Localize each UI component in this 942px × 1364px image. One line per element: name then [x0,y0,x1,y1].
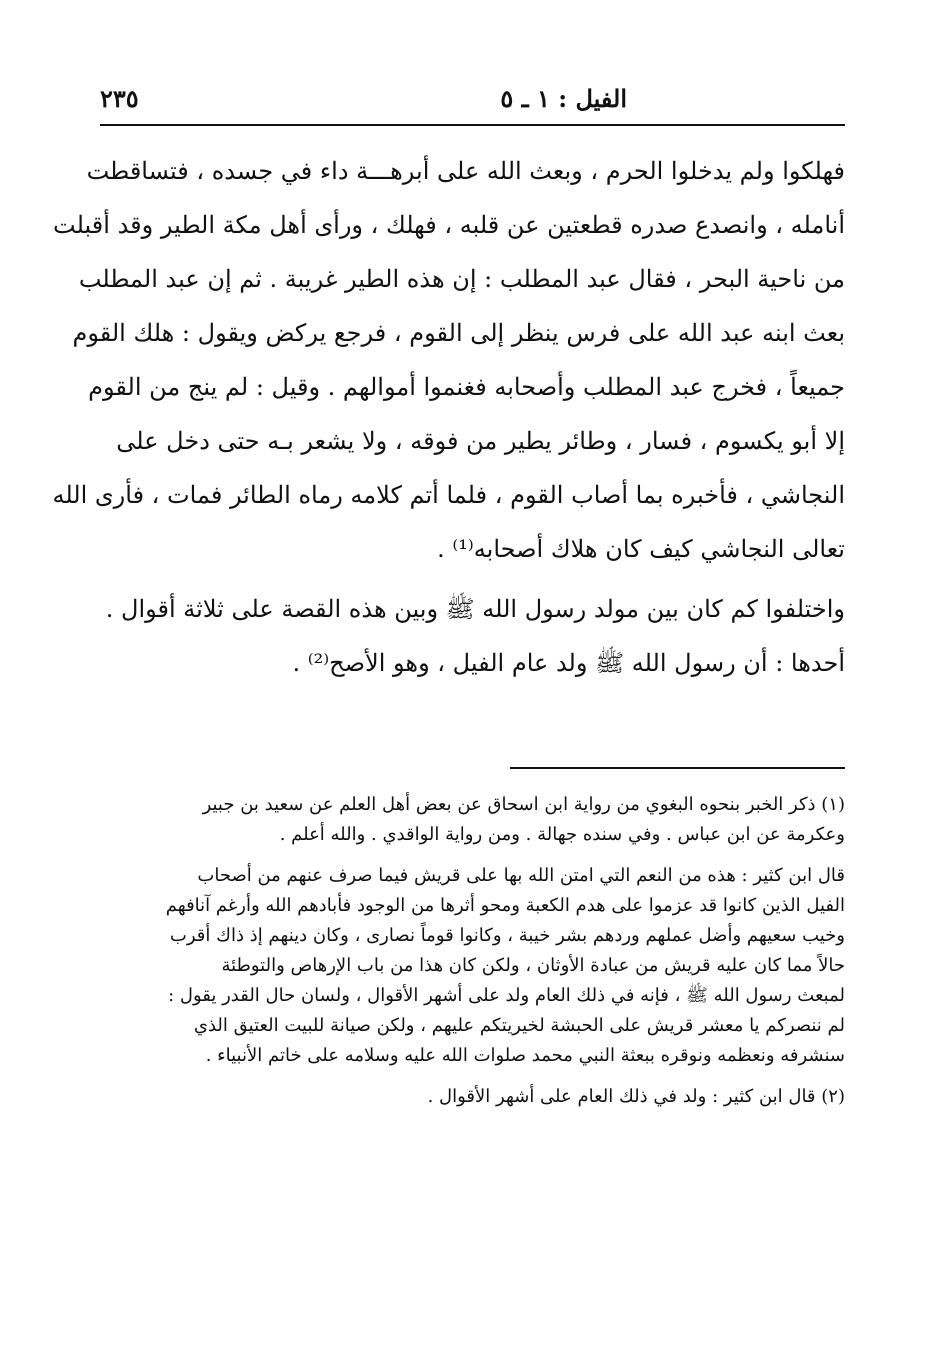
running-header [100,80,845,120]
text-line: جميعاً ، فخرج عبد المطلب وأصحابه فغنموا أموالهم . وقيل : لم ينج من القوم [88,373,845,401]
footnote-line: (١) ذكر الخبر بنحوه البغوي من رواية ابن اسحاق عن بعض أهل العلم عن سعيد بن جبير [202,794,845,815]
text-line: فهلكوا ولم يدخلوا الحرم ، وبعث الله على أبرهـــة داء في جسده ، فتساقطت [86,157,845,185]
footnote-line: وعكرمة عن ابن عباس . وفي سنده جهالة . ومن رواية الواقدي . والله أعلم . [279,824,845,845]
footnote-rule [510,767,845,769]
text-line: إلا أبو يكسوم ، فسار ، وطائر يطير من فوقه ، ولا يشعر بـه حتى دخل على [116,427,845,455]
text-line: تعالى النجاشي كيف كان هلاك أصحابه⁽¹⁾ . [437,535,845,563]
footnote-line: لمبعث رسول الله ﷺ ، فإنه في ذلك العام ولد على أشهر الأقوال ، ولسان حال القدر يقول : [168,985,845,1006]
text-line: أنامله ، وانصدع صدره قطعتين عن قلبه ، فهلك ، ورأى أهل مكة الطير وقد أقبلت [53,211,845,239]
footnotes [100,790,845,1112]
footnote-line: لم ننصركم يا معشر قريش على الحبشة لخيريتكم عليهم ، ولكن صيانة للبيت العتيق الذي [193,1015,845,1036]
main-text [52,144,845,690]
text-line: أحدها : أن رسول الله ﷺ ولد عام الفيل ، وهو الأصح⁽²⁾ . [292,649,845,677]
text-line: من ناحية البحر ، فقال عبد المطلب : إن هذه الطير غريبة . ثم إن عبد المطلب [78,265,845,293]
footnote-line: قال ابن كثير : هذه من النعم التي امتن الله بها على قريش فيما صرف عنهم من أصحاب [197,865,845,886]
footnote-line: وخيب سعيهم وأضل عملهم وردهم بشر خيبة ، وكانوا قوماً نصارى ، وكان دينهم إذ ذاك أقرب [169,925,845,946]
footnote-line: حالاً مما كان عليه قريش من عبادة الأوثان ، ولكن كان هذا من باب الإرهاص والتوطئة [221,955,845,976]
header-rule [100,124,845,126]
chapter-title: الفيل : ١ ـ ٥ [500,84,627,113]
text-line: النجاشي ، فأخبره بما أصاب القوم ، فلما أتم كلامه رماه الطائر فمات ، فأرى الله [52,481,845,509]
text-line: واختلفوا كم كان بين مولد رسول الله ﷺ وبين هذه القصة على ثلاثة أقوال . [105,595,845,623]
footnote-line: (٢) قال ابن كثير : ولد في ذلك العام على أشهر الأقوال . [427,1086,845,1107]
page-number: ٢٣٥ [100,84,139,113]
text-line: بعث ابنه عبد الله على فرس ينظر إلى القوم ، فرجع يركض ويقول : هلك القوم [72,319,845,347]
footnote-line: الفيل الذين كانوا قد عزموا على هدم الكعبة ومحو أثرها من الوجود فأبادهم الله وأرغم آنافهم [165,895,845,916]
footnote-line: سنشرفه ونعظمه ونوقره ببعثة النبي محمد صلوات الله عليه وسلامه على خاتم الأنبياء . [205,1045,845,1066]
